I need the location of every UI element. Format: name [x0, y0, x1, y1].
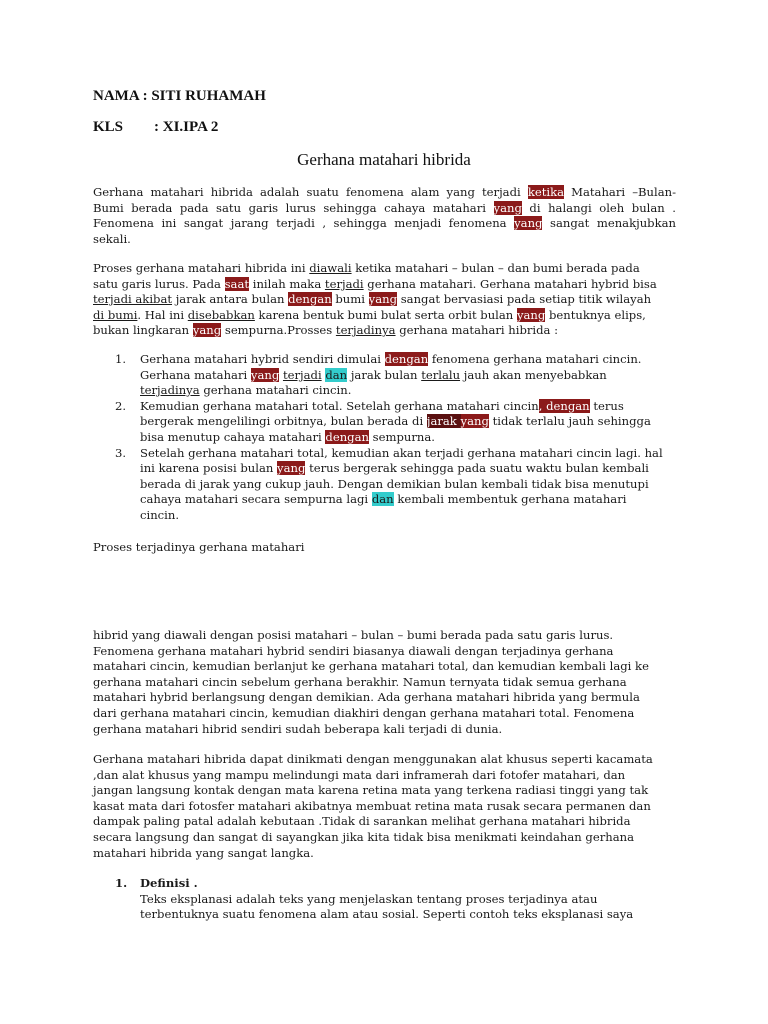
underlined-word: diawali — [309, 261, 352, 275]
highlight-word: jarak — [426, 414, 457, 429]
definisi-section — [115, 876, 675, 923]
text-line: Fenomena ini sangat jarang terjadi , sehingga menjadi fenomena yang sangat menakjubkan — [93, 216, 677, 231]
list-number: 1. — [115, 352, 127, 366]
text-line: berada di jarak yang cukup jauh. Dengan demikian bulan kembali tidak bisa menutupi — [140, 476, 649, 491]
text-line: Bumi berada pada satu garis lurus sehingga cahaya matahari yang di halangi oleh bulan . — [93, 200, 676, 215]
highlight-word-cyan: dan — [325, 367, 348, 382]
highlight-word: dengan — [288, 292, 332, 307]
underlined-word: terjadinya — [140, 383, 200, 398]
text-line: Gerhana matahari hybrid sendiri dimulai dengan fenomena gerhana matahari cincin. — [140, 352, 642, 366]
text-line: hibrid yang diawali dengan posisi matahari – bulan – bumi berada pada satu garis lurus. — [93, 628, 614, 642]
paragraph-hibrid — [93, 628, 676, 737]
text-line: dampak paling patal adalah kebutaan .Tidak di sarankan melihat gerhana matahari hibrida — [93, 814, 631, 829]
text-line: terjadi akibat jarak antara bulan dengan bumi yang sangat bervasiasi pada setiap titik wilayah — [93, 292, 652, 307]
highlight-word: , dengan — [538, 398, 590, 413]
text-line: di bumi. Hal ini disebabkan karena bentuk bumi bulat serta orbit bulan yang bentuknya elips, — [93, 307, 646, 322]
text-line: Gerhana matahari yang terjadi dan jarak bulan terlalu jauh akan menyebabkan — [140, 367, 607, 382]
class-value: : XI.IPA 2 — [154, 119, 219, 135]
text-line: kasat mata dari fotosfer matahari akibatnya membuat retina mata rusak secara permanen dan — [93, 798, 651, 813]
highlight-word: dengan — [325, 429, 369, 444]
text-line: gerhana matahari hibrid sendiri sudah beberapa kali terjadi di dunia. — [93, 721, 503, 736]
text-line: matahari cincin, kemudian berlanjut ke gerhana matahari total, dan kemudian kembali lagi ke — [93, 659, 649, 674]
underlined-word: disebabkan — [187, 307, 255, 322]
text-line: ini karena posisi bulan yang terus bergerak sehingga pada suatu waktu bulan kembali — [140, 461, 649, 476]
text-line: jangan langsung kontak dengan mata karena retina mata yang terkena radiasi tinggi yang tak — [93, 783, 649, 798]
text-line: Proses gerhana matahari hibrida ini diawali ketika matahari – bulan – dan bumi berada pada — [93, 261, 640, 275]
text-line: bisa menutup cahaya matahari dengan sempurna. — [140, 429, 435, 444]
highlight-word: yang — [514, 216, 543, 231]
text-line: ,dan alat khusus yang mampu melindungi mata dari inframerah dari fotofer matahari, dan — [93, 767, 626, 782]
underlined-word: di bumi — [93, 307, 138, 322]
text-line: terbentuknya suatu fenomena alam atau sosial. Seperti contoh teks eksplanasi saya — [140, 907, 634, 922]
highlight-word: yang — [250, 367, 280, 382]
text-line: matahari hybrid berlangsung dengan demikian. Ada gerhana matahari hibrida yang bermula — [93, 690, 640, 705]
list-number: 1. — [115, 876, 128, 890]
text-line: Teks eksplanasi adalah teks yang menjelaskan tentang proses terjadinya atau — [140, 891, 598, 906]
highlight-word: dengan — [384, 352, 429, 366]
student-class — [93, 119, 218, 136]
text-line: gerhana matahari cincin sebelum gerhana berakhir. Namun ternyata tidak semua gerhana — [93, 674, 627, 689]
text-line: satu garis lurus. Pada saat inilah maka terjadi gerhana matahari. Gerhana matahari hybrid bisa — [93, 276, 657, 291]
list-item — [115, 352, 675, 399]
text-line: cincin. — [140, 507, 180, 522]
text-line: cahaya matahari secara sempurna lagi dan kembali membentuk gerhana matahari — [140, 492, 627, 507]
highlight-word: yang — [192, 323, 222, 338]
text-line: secara langsung dan sangat di sayangkan jika kita tidak bisa menikmati keindahan gerhana — [93, 829, 634, 844]
text-line: bergerak mengelilingi orbitnya, bulan berada di jarak yang tidak terlalu jauh sehingga — [140, 414, 651, 429]
highlight-word: yang — [460, 414, 489, 429]
text-line: bukan lingkaran yang sempurna.Prosses terjadinya gerhana matahari hibrida : — [93, 323, 559, 338]
underlined-word: terlalu — [421, 367, 461, 382]
section-label: Proses terjadinya gerhana matahari — [93, 540, 305, 554]
text-line: dari gerhana matahari cincin, kemudian diakhiri dengan gerhana matahari total. Fenomena — [93, 705, 635, 720]
list-item — [115, 876, 675, 923]
underlined-word: terjadi akibat — [93, 292, 173, 307]
text-line: terjadinya gerhana matahari cincin. — [140, 383, 352, 398]
paragraph-menikmati — [93, 752, 676, 861]
underlined-word: terjadi — [282, 367, 322, 382]
list-number: 2. — [115, 398, 127, 413]
highlight-word: yang — [493, 200, 522, 215]
highlight-word: yang — [516, 307, 546, 322]
list-number: 3. — [115, 445, 127, 460]
underlined-word: terjadi — [324, 276, 364, 291]
list-item — [115, 399, 675, 446]
highlight-word: yang — [368, 292, 398, 307]
highlight-word: ketika — [527, 185, 565, 199]
student-name: NAMA : SITI RUHAMAH — [93, 88, 266, 104]
section-heading: Definisi . — [140, 876, 198, 890]
text-line: Kemudian gerhana matahari total. Setelah gerhana matahari cincin, dengan terus — [140, 398, 624, 413]
paragraph-proses — [93, 261, 676, 339]
highlight-word: saat — [224, 276, 250, 291]
text-line: Setelah gerhana matahari total, kemudian akan terjadi gerhana matahari cincin lagi. hal — [140, 445, 663, 460]
text-line: Fenomena gerhana matahari hybrid sendiri biasanya diawali dengan terjadinya gerhana — [93, 643, 614, 658]
text-line: Gerhana matahari hibrida dapat dinikmati dengan menggunakan alat khusus seperti kacamata — [93, 752, 653, 766]
text-line: matahari hibrida yang sangat langka. — [93, 845, 314, 860]
paragraph-intro — [93, 185, 676, 247]
text-line: Gerhana matahari hibrida adalah suatu fenomena alam yang terjadi ketika Matahari –Bulan- — [93, 185, 676, 199]
highlight-word: yang — [277, 461, 306, 476]
numbered-list — [115, 352, 675, 524]
text-line: sekali. — [93, 231, 131, 246]
list-item — [115, 446, 675, 524]
highlight-word-cyan: dan — [371, 492, 394, 507]
class-label: KLS — [93, 119, 124, 135]
underlined-word: terjadinya — [335, 323, 396, 338]
document-title: Gerhana matahari hibrida — [297, 150, 471, 169]
